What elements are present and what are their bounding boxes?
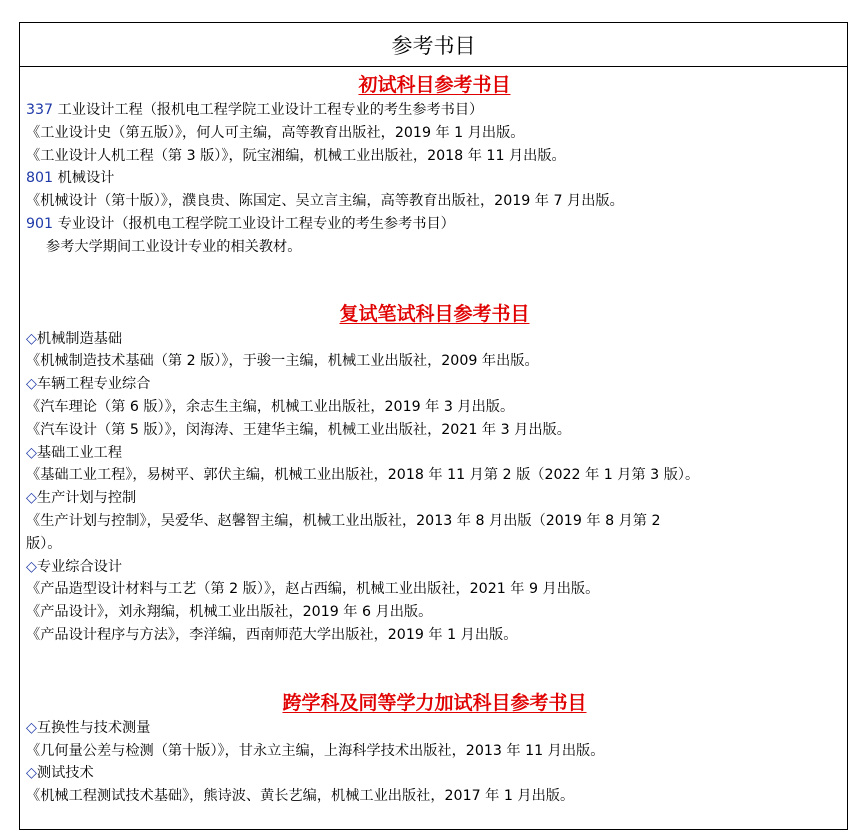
book-entry: 《基础工业工程》，易树平、郭伏主编，机械工业出版社，2018 年 11 月第 2 版（2022 年 1 月第 3 版）。	[26, 467, 700, 484]
diamond-icon: ◇	[26, 376, 37, 393]
diamond-icon: ◇	[26, 765, 37, 782]
reference-content	[26, 71, 843, 829]
subject-line	[26, 556, 843, 579]
subject-code: 801	[26, 170, 54, 187]
subject-line	[26, 762, 843, 785]
subject-code: 901	[26, 215, 54, 232]
reference-table	[19, 22, 848, 830]
diamond-icon: ◇	[26, 330, 37, 347]
subject-name: 专业综合设计	[36, 558, 123, 575]
section-heading-additional-exam: 跨学科及同等学力加试科目参考书目	[282, 691, 587, 714]
book-entry-continuation: 版）。	[26, 535, 62, 552]
book-entry: 《几何量公差与检测（第十版）》，甘永立主编，上海科学技术出版社，2013 年 11 月出版。	[26, 742, 605, 759]
book-entry: 《产品设计》，刘永翔编，机械工业出版社，2019 年 6 月出版。	[26, 604, 433, 621]
subject-line	[26, 442, 843, 465]
book-entry: 《产品造型设计材料与工艺（第 2 版）》，赵占西编，机械工业出版社，2021 年 9 月出版。	[26, 581, 600, 598]
subject-line	[26, 717, 843, 740]
subject-line	[26, 167, 843, 190]
subject-name: 机械制造基础	[36, 330, 123, 347]
subject-name: 专业设计（报机电工程学院工业设计工程专业的考生参考书目）	[53, 215, 455, 232]
subject-line	[26, 99, 843, 122]
diamond-icon: ◇	[26, 490, 37, 507]
subject-code: 337	[26, 102, 54, 118]
book-entry: 《产品设计程序与方法》，李洋编，西南师范大学出版社，2019 年 1 月出版。	[26, 626, 518, 643]
subject-name: 机械设计	[53, 170, 115, 187]
book-entry: 《机械制造技术基础（第 2 版）》，于骏一主编，机械工业出版社，2009 年出版。	[26, 353, 539, 370]
page-title: 参考书目	[20, 23, 847, 67]
book-entry: 《汽车理论（第 6 版）》，余志生主编，机械工业出版社，2019 年 3 月出版。	[26, 398, 515, 415]
subject-name: 互换性与技术测量	[36, 719, 151, 736]
book-entry: 《汽车设计（第 5 版）》，闵海涛、王建华主编，机械工业出版社，2021 年 3 月出版。	[26, 421, 571, 438]
subject-line	[26, 328, 843, 351]
diamond-icon: ◇	[26, 444, 37, 461]
subject-name: 基础工业工程	[36, 444, 123, 461]
subject-line	[26, 487, 843, 510]
book-entry: 《机械设计（第十版）》，濮良贵、陈国定、吴立言主编，高等教育出版社，2019 年 7 月出版。	[26, 193, 624, 210]
subject-name: 生产计划与控制	[36, 490, 137, 507]
book-entry: 《工业设计史（第五版）》，何人可主编，高等教育出版社，2019 年 1 月出版。	[26, 124, 525, 141]
book-entry: 《机械工程测试技术基础》，熊诗波、黄长艺编，机械工业出版社，2017 年 1 月出版。	[26, 788, 575, 805]
book-entry: 《工业设计人机工程（第 3 版）》，阮宝湘编，机械工业出版社，2018 年 11 月出版。	[26, 147, 566, 164]
subject-line	[26, 213, 843, 236]
book-entry: 《生产计划与控制》，吴爱华、赵馨智主编，机械工业出版社，2013 年 8 月出版（2019 年 8 月第 2	[26, 512, 661, 529]
diamond-icon: ◇	[26, 719, 37, 736]
subject-line	[26, 373, 843, 396]
subject-name: 工业设计工程（报机电工程学院工业设计工程专业的考生参考书目）	[53, 102, 484, 118]
section-heading-initial-exam: 初试科目参考书目	[358, 74, 511, 96]
subject-name: 车辆工程专业综合	[36, 376, 151, 393]
book-entry: 参考大学期间工业设计专业的相关教材。	[46, 238, 302, 255]
section-heading-retest-written: 复试笔试科目参考书目	[339, 302, 530, 325]
subject-name: 测试技术	[36, 765, 94, 782]
diamond-icon: ◇	[26, 558, 37, 575]
